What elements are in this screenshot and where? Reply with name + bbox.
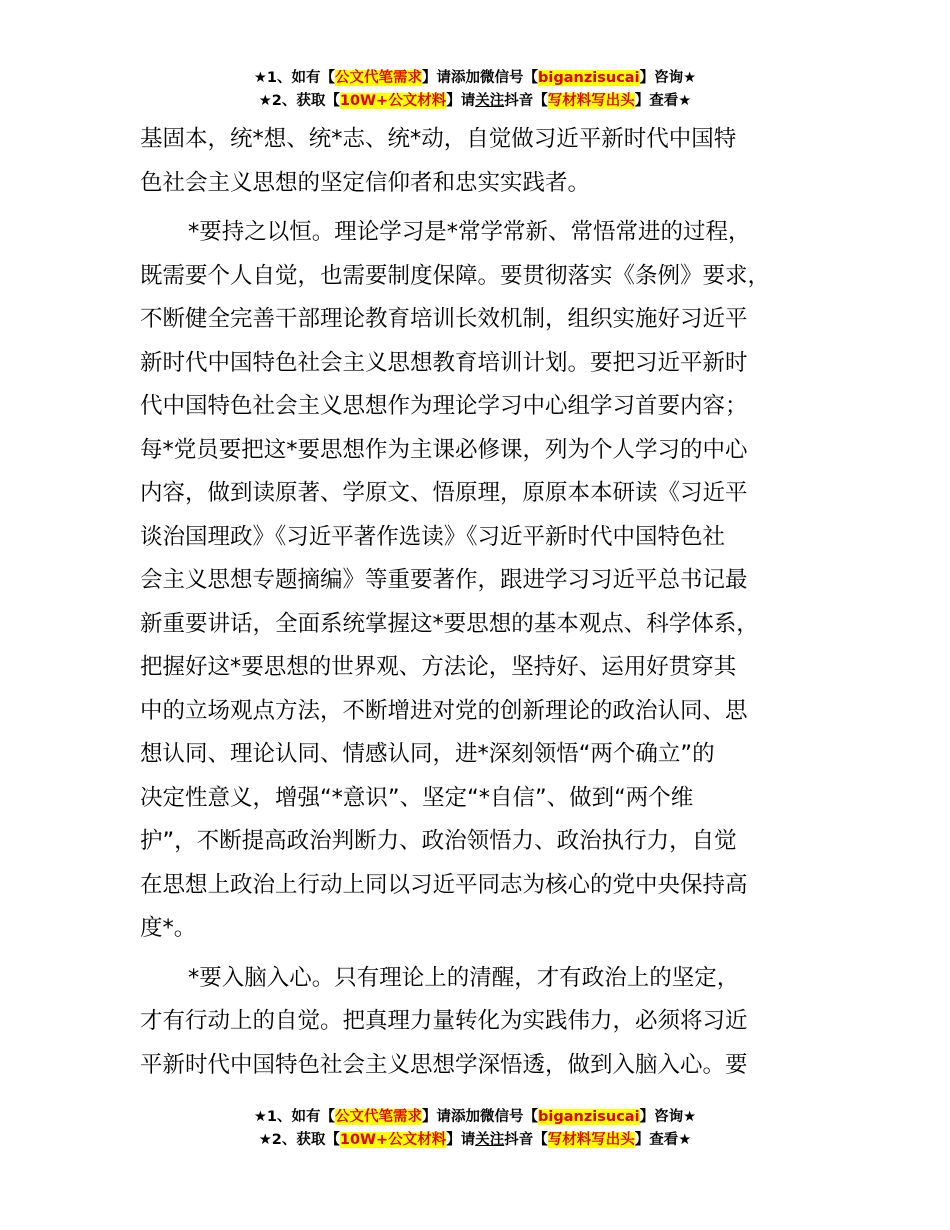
text-line: 中的立场观点方法，不断增进对党的创新理论的政治认同、思 [140, 697, 748, 724]
text-line: *要持之以恒。理论学习是*常学常新、常悟常进的过程， [188, 219, 751, 245]
document-body [140, 118, 840, 1093]
highlight-materials: 10W+公文材料 [339, 93, 447, 109]
footer-banner [0, 1106, 950, 1152]
banner-line-1: ★1、如有【公文代笔需求】请添加微信号【biganzisucai】咨询★ [253, 70, 697, 86]
highlight-douyin: 写材料写出头 [547, 1132, 635, 1148]
text-line: 既需要个人自觉，也需要制度保障。要贯彻落实《条例》要求， [140, 262, 771, 289]
text-line: 会主义思想专题摘编》等重要著作，跟进学习习近平总书记最 [140, 567, 748, 593]
highlight-wechat-id: biganzisucai [538, 70, 640, 86]
text-line: 色社会主义思想的坚定信仰者和忠实实践者。 [140, 169, 591, 196]
text-line: 在思想上政治上行动上同以习近平同志为核心的党中央保持高 [140, 871, 748, 898]
banner-line-2: ★2、获取【10W+公文材料】请关注抖音【写材料写出头】查看★ [258, 93, 692, 109]
paragraph-3 [140, 957, 840, 1088]
text-line: 谈治国理政》《习近平著作选读》《习近平新时代中国特色社 [140, 523, 726, 550]
header-banner [0, 67, 950, 113]
text-line: 内容，做到读原著、学原文、悟原理，原原本本研读《习近平 [140, 480, 748, 506]
text-line: 基固本，统*想、统*志、统*动，自觉做习近平新时代中国特 [140, 126, 737, 152]
paragraph-1 [140, 118, 840, 205]
text-line: 每*党员要把这*要思想作为主课必修课，列为个人学习的中心 [140, 436, 748, 463]
highlight-materials: 10W+公文材料 [339, 1132, 447, 1148]
text-line: 不断健全完善干部理论教育培训长效机制，组织实施好习近平 [140, 306, 748, 332]
text-line: 平新时代中国特色社会主义思想学深悟透，做到入脑入心。要 [140, 1051, 748, 1078]
text-line: 新时代中国特色社会主义思想教育培训计划。要把习近平新时 [140, 349, 748, 376]
text-line: 新重要讲话，全面系统掌握这*要思想的基本观点、科学体系， [140, 610, 759, 637]
highlight-wechat-id: biganzisucai [538, 1109, 640, 1125]
text-line: 代中国特色社会主义思想作为理论学习中心组学习首要内容； [140, 393, 748, 419]
text-line: 决定性意义，增强“*意识”、坚定“*自信”、做到“两个维 [140, 784, 694, 811]
highlight-service: 公文代笔需求 [335, 1109, 423, 1125]
text-line: 想认同、理论认同、情感认同，进*深刻领悟“两个确立”的 [140, 741, 715, 767]
highlight-service: 公文代笔需求 [335, 70, 423, 86]
highlight-douyin: 写材料写出头 [547, 93, 635, 109]
text-line: 度*。 [140, 915, 197, 941]
text-line: *要入脑入心。只有理论上的清醒，才有政治上的坚定， [188, 964, 740, 991]
text-line: 才有行动上的自觉。把真理力量转化为实践伟力，必须将习近 [140, 1008, 748, 1034]
banner-line-1: ★1、如有【公文代笔需求】请添加微信号【biganzisucai】咨询★ [253, 1109, 697, 1125]
banner-line-2: ★2、获取【10W+公文材料】请关注抖音【写材料写出头】查看★ [258, 1132, 692, 1148]
text-line: 护”，不断提高政治判断力、政治领悟力、政治执行力，自觉 [140, 828, 737, 854]
text-line: 把握好这*要思想的世界观、方法论，坚持好、运用好贯穿其 [140, 654, 737, 680]
paragraph-2 [140, 211, 840, 951]
